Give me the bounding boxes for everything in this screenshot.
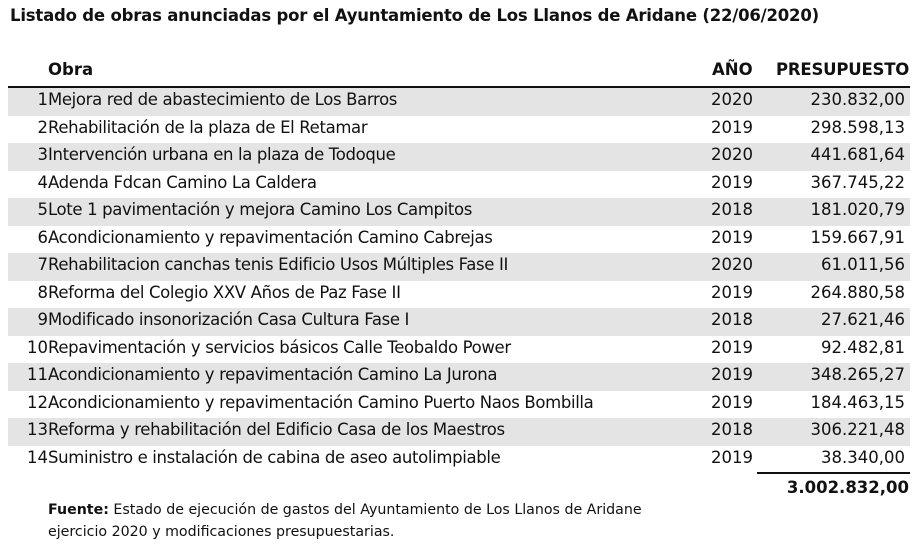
total-rule <box>757 472 910 474</box>
row-obra: Suministro e instalación de cabina de aseo autolimpiable <box>48 447 501 467</box>
row-obra: Rehabilitación de la plaza de El Retamar <box>48 117 368 137</box>
table-row <box>8 116 910 144</box>
row-number: 8 <box>37 282 48 302</box>
row-number: 13 <box>27 420 48 439</box>
row-ano: 2019 <box>711 172 753 192</box>
table-row <box>8 226 910 254</box>
row-obra: Reforma y rehabilitación del Edificio Casa de los Maestros <box>48 420 505 439</box>
row-ano: 2019 <box>711 227 753 247</box>
row-presupuesto: 38.340,00 <box>821 447 905 467</box>
row-obra: Rehabilitacion canchas tenis Edificio Usos Múltiples Fase II <box>48 255 509 274</box>
row-obra: Modificado insonorización Casa Cultura Fase I <box>48 310 410 329</box>
source-text: Estado de ejecución de gastos del Ayuntamiento de Los Llanos de Aridane ejercicio 2020 y modificaciones presupuestarias. <box>48 502 642 540</box>
row-presupuesto: 27.621,46 <box>821 310 905 329</box>
row-number: 4 <box>37 172 48 192</box>
table-row <box>8 336 910 364</box>
table-row <box>8 446 910 474</box>
row-presupuesto: 184.463,15 <box>810 392 905 412</box>
table-row <box>8 308 910 336</box>
row-presupuesto: 92.482,81 <box>821 337 905 357</box>
row-ano: 2019 <box>711 337 753 357</box>
row-obra: Acondicionamiento y repavimentación Camino La Jurona <box>48 365 498 384</box>
row-ano: 2019 <box>711 365 753 384</box>
row-obra: Acondicionamiento y repavimentación Camino Cabrejas <box>48 227 493 247</box>
table-row <box>8 253 910 281</box>
row-ano: 2020 <box>711 145 753 164</box>
row-presupuesto: 348.265,27 <box>810 365 905 384</box>
row-ano: 2018 <box>711 420 753 439</box>
row-presupuesto: 264.880,58 <box>810 282 905 302</box>
row-ano: 2020 <box>711 90 753 109</box>
column-header-obra: Obra <box>48 60 94 79</box>
row-presupuesto: 159.667,91 <box>810 227 905 247</box>
row-presupuesto: 181.020,79 <box>810 200 905 219</box>
table-row <box>8 363 910 391</box>
row-number: 7 <box>37 255 48 274</box>
row-presupuesto: 298.598,13 <box>810 117 905 137</box>
row-obra: Mejora red de abastecimiento de Los Barros <box>48 90 398 109</box>
row-number: 3 <box>37 145 48 164</box>
row-number: 6 <box>37 227 48 247</box>
document-title: Listado de obras anunciadas por el Ayuntamiento de Los Llanos de Aridane (22/06/2020) <box>10 6 819 25</box>
row-number: 5 <box>37 200 48 219</box>
row-number: 12 <box>27 392 48 412</box>
row-ano: 2019 <box>711 117 753 137</box>
column-header-ano: AÑO <box>712 60 753 79</box>
row-number: 14 <box>27 447 48 467</box>
row-presupuesto: 441.681,64 <box>810 145 905 164</box>
table-row <box>8 171 910 199</box>
row-ano: 2018 <box>711 310 753 329</box>
table-row <box>8 391 910 419</box>
row-ano: 2019 <box>711 282 753 302</box>
row-obra: Acondicionamiento y repavimentación Camino Puerto Naos Bombilla <box>48 392 594 412</box>
total-amount: 3.002.832,00 <box>786 478 909 497</box>
row-obra: Adenda Fdcan Camino La Caldera <box>48 172 317 192</box>
row-obra: Repavimentación y servicios básicos Calle Teobaldo Power <box>48 337 511 357</box>
row-number: 9 <box>37 310 48 329</box>
row-presupuesto: 367.745,22 <box>810 172 905 192</box>
row-number: 11 <box>27 365 48 384</box>
table-row <box>8 143 910 171</box>
row-presupuesto: 61.011,56 <box>821 255 905 274</box>
row-presupuesto: 306.221,48 <box>810 420 905 439</box>
row-ano: 2019 <box>711 392 753 412</box>
row-obra: Lote 1 pavimentación y mejora Camino Los Campitos <box>48 200 473 219</box>
row-ano: 2018 <box>711 200 753 219</box>
row-ano: 2020 <box>711 255 753 274</box>
source-note <box>48 499 688 543</box>
table-row <box>8 88 910 116</box>
table-row <box>8 198 910 226</box>
source-label: Fuente: <box>48 502 109 518</box>
row-obra: Intervención urbana en la plaza de Todoque <box>48 145 396 164</box>
row-ano: 2019 <box>711 447 753 467</box>
row-obra: Reforma del Colegio XXV Años de Paz Fase II <box>48 282 401 302</box>
row-number: 1 <box>37 90 48 109</box>
table-row <box>8 418 910 446</box>
column-header-presupuesto: PRESUPUESTO <box>776 60 910 79</box>
table-row <box>8 281 910 309</box>
row-presupuesto: 230.832,00 <box>810 90 905 109</box>
row-number: 10 <box>27 337 48 357</box>
works-table <box>8 88 910 473</box>
row-number: 2 <box>37 117 48 137</box>
